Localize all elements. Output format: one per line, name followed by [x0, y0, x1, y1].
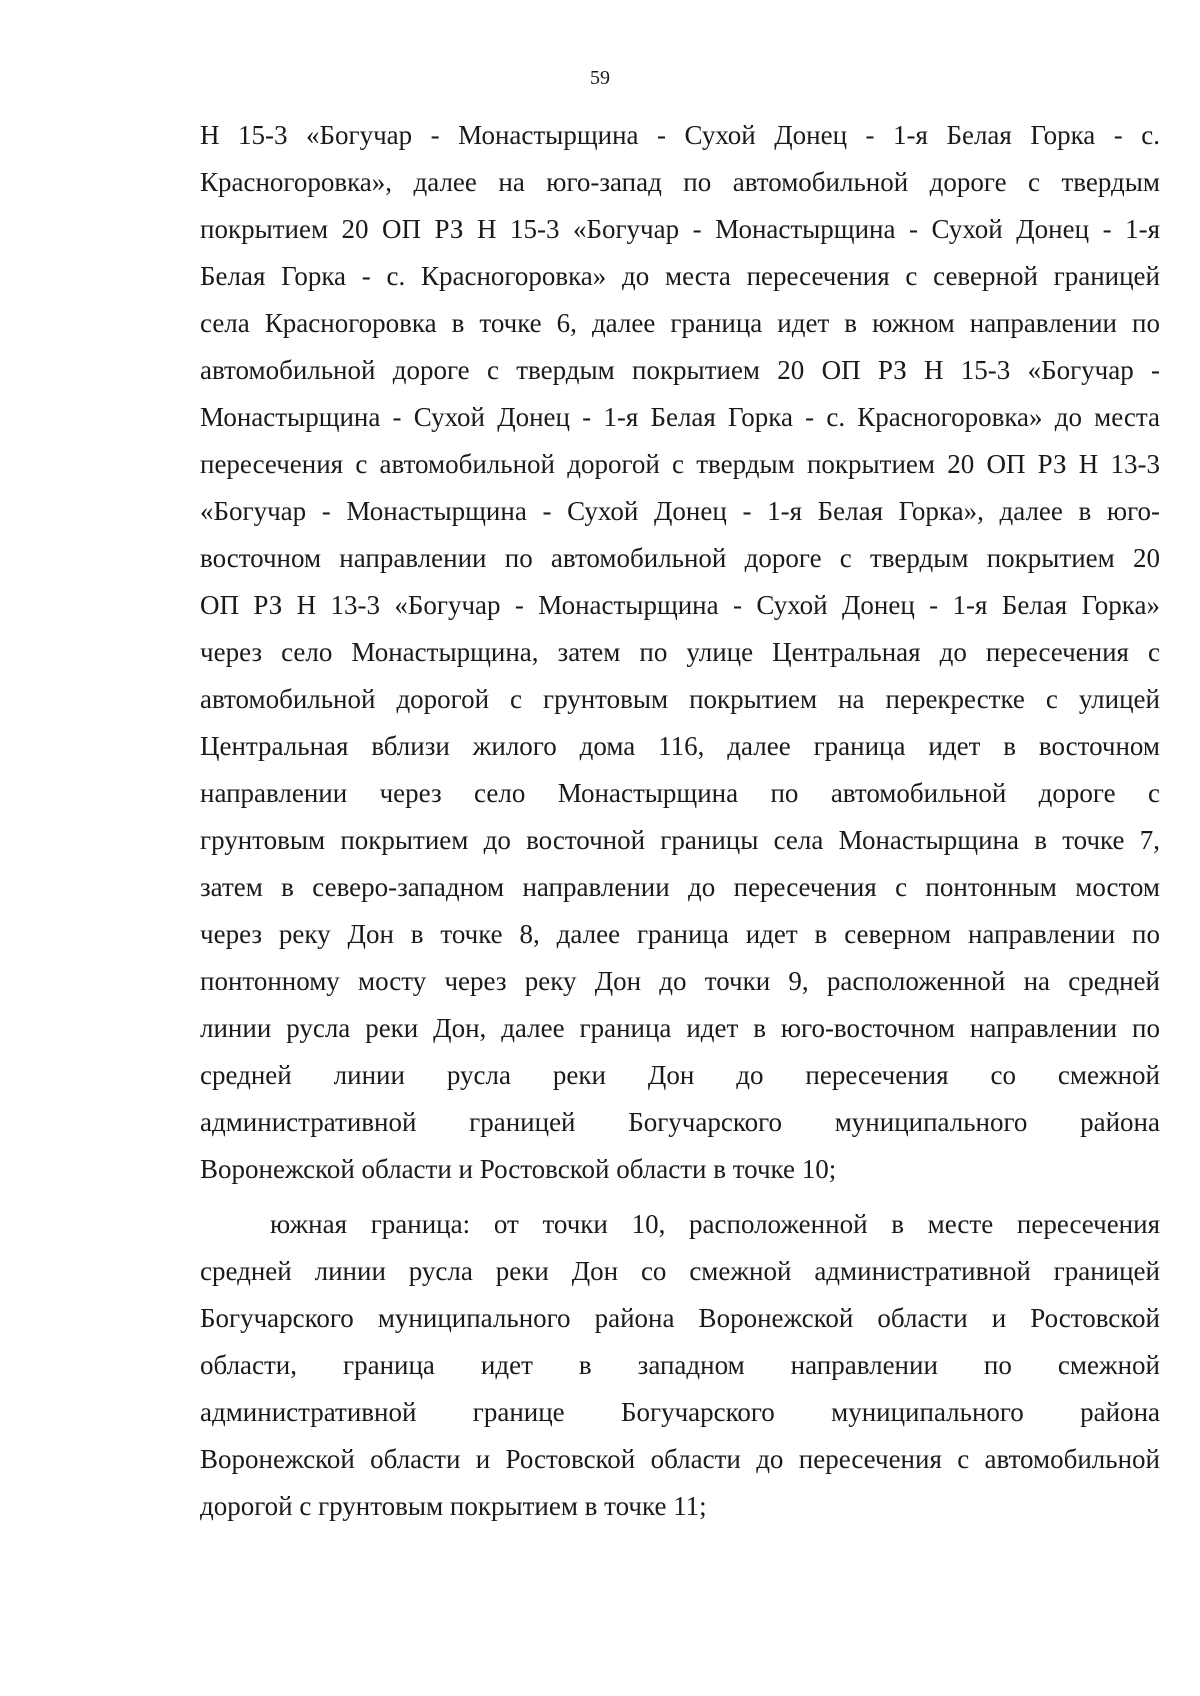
text-line: средней линии русла реки Дон до пересечения со смежной	[200, 1060, 1160, 1090]
text-line: Белая Горка - с. Красногоровка» до места пересечения с северной границей	[200, 261, 1160, 291]
text-line: восточном направлении по автомобильной дороге с твердым покрытием 20	[200, 543, 1160, 573]
text-line: автомобильной дороге с твердым покрытием 20 ОП РЗ Н 15-3 «Богучар -	[200, 355, 1160, 385]
text-line: автомобильной дорогой с грунтовым покрытием на перекрестке с улицей	[200, 684, 1160, 714]
text-line: через реку Дон в точке 8, далее граница идет в северном направлении по	[200, 919, 1160, 949]
text-line: направлении через село Монастырщина по автомобильной дороге с	[200, 778, 1160, 808]
paragraph-spacer	[200, 1193, 1160, 1201]
text-line: Н 15-3 «Богучар - Монастырщина - Сухой Донец - 1-я Белая Горка - с.	[200, 120, 1160, 150]
text-line: южная граница: от точки 10, расположенной в месте пересечения	[270, 1209, 1160, 1239]
text-line: понтонному мосту через реку Дон до точки 9, расположенной на средней	[200, 966, 1160, 996]
text-line: области, граница идет в западном направлении по смежной	[200, 1350, 1160, 1380]
text-line: грунтовым покрытием до восточной границы села Монастырщина в точке 7,	[200, 825, 1160, 855]
text-line: средней линии русла реки Дон со смежной административной границей	[200, 1256, 1160, 1286]
text-line: Центральная вблизи жилого дома 116, далее граница идет в восточном	[200, 731, 1160, 761]
text-line: Воронежской области и Ростовской области в точке 10;	[200, 1154, 837, 1184]
text-line: дорогой с грунтовым покрытием в точке 11;	[200, 1491, 707, 1521]
text-line: административной границей Богучарского муниципального района	[200, 1107, 1160, 1137]
text-line: пересечения с автомобильной дорогой с твердым покрытием 20 ОП РЗ Н 13-3	[200, 449, 1160, 479]
text-line: «Богучар - Монастырщина - Сухой Донец - 1-я Белая Горка», далее в юго-	[200, 496, 1160, 526]
text-line: Монастырщина - Сухой Донец - 1-я Белая Горка - с. Красногоровка» до места	[200, 402, 1160, 432]
paragraph-south-boundary	[200, 1201, 1160, 1530]
text-line: через село Монастырщина, затем по улице Центральная до пересечения с	[200, 637, 1160, 667]
paragraph-boundary-description	[200, 112, 1160, 1193]
text-line: линии русла реки Дон, далее граница идет в юго-восточном направлении по	[200, 1013, 1160, 1043]
page-number: 59	[590, 67, 610, 89]
text-line: административной границе Богучарского муниципального района	[200, 1397, 1160, 1427]
text-line: покрытием 20 ОП РЗ Н 15-3 «Богучар - Монастырщина - Сухой Донец - 1-я	[200, 214, 1160, 244]
text-line: ОП РЗ Н 13-3 «Богучар - Монастырщина - Сухой Донец - 1-я Белая Горка»	[200, 590, 1160, 620]
document-body	[200, 112, 1160, 1530]
text-line: затем в северо-западном направлении до пересечения с понтонным мостом	[200, 872, 1160, 902]
text-line: Воронежской области и Ростовской области до пересечения с автомобильной	[200, 1444, 1160, 1474]
text-line: Красногоровка», далее на юго-запад по автомобильной дороге с твердым	[200, 167, 1160, 197]
text-line: Богучарского муниципального района Воронежской области и Ростовской	[200, 1303, 1160, 1333]
text-line: села Красногоровка в точке 6, далее граница идет в южном направлении по	[200, 308, 1160, 338]
